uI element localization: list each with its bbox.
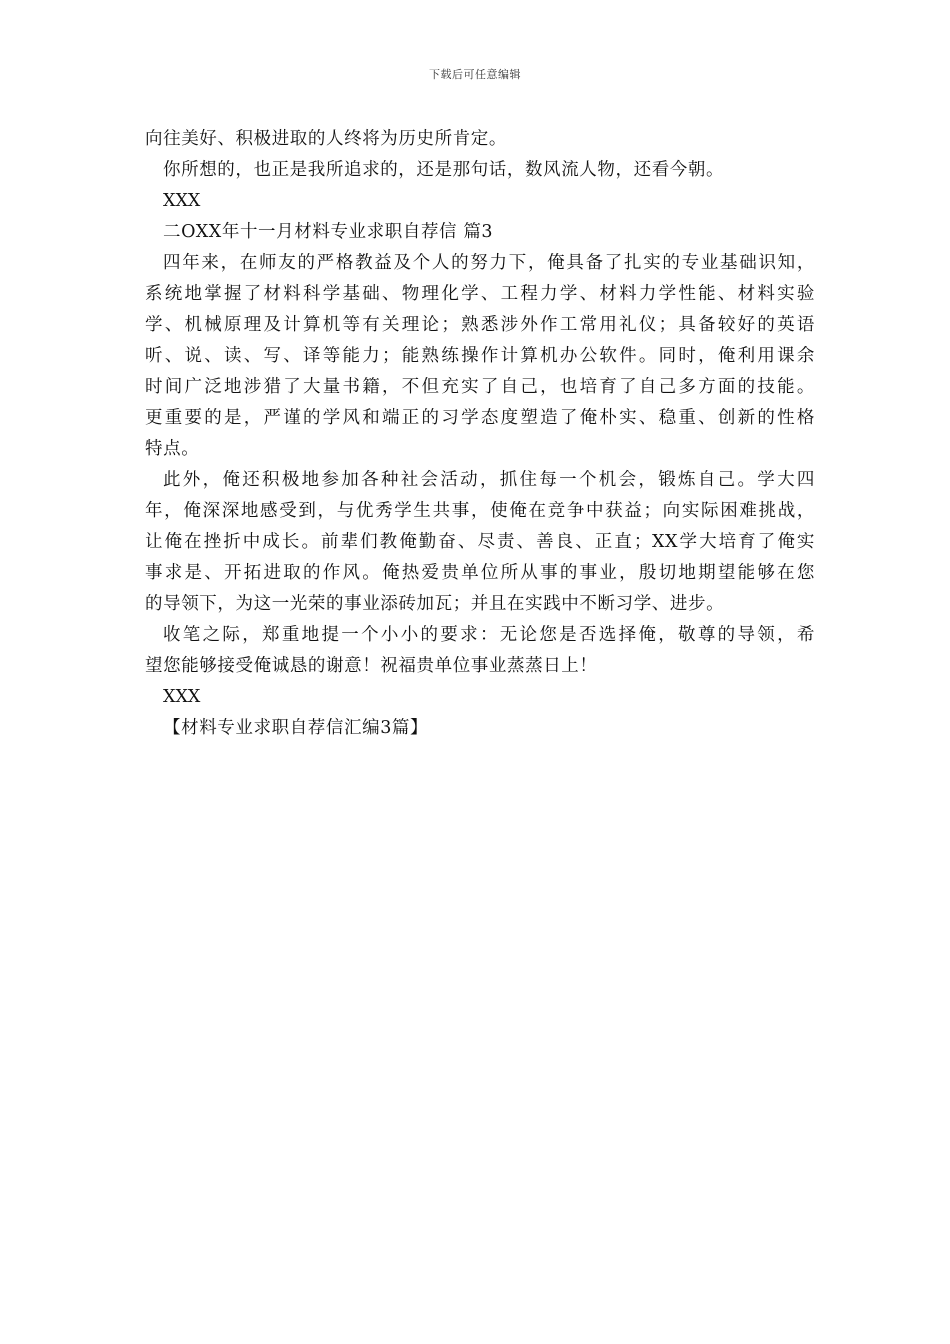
paragraph-line: 事求是、开拓进取的作风。俺热爱贵单位所从事的事业，殷切地期望能够在您 [145,563,815,583]
document-body [145,124,815,744]
paragraph-line: 系统地掌握了材料科学基础、物理化学、工程力学、材料力学性能、材料实验 [145,284,815,304]
signature: XXX [163,191,201,211]
paragraph-line: 你所想的，也正是我所追求的，还是那句话，数风流人物，还看今朝。 [163,160,725,180]
paragraph-line: 望您能够接受俺诚恳的谢意！祝福贵单位事业蒸蒸日上！ [145,656,598,676]
section-heading: 二OXX年十一月材料专业求职自荐信 篇3 [163,222,494,242]
paragraph-line: 更重要的是，严谨的学风和端正的习学态度塑造了俺朴实、稳重、创新的性格 [145,408,815,428]
paragraph-line: 时间广泛地涉猎了大量书籍，不但充实了自己，也培育了自己多方面的技能。 [145,377,815,397]
page-header-note: 下载后可任意编辑 [429,68,521,81]
paragraph-line: 此外，俺还积极地参加各种社会活动，抓住每一个机会，锻炼自己。学大四 [163,470,815,490]
paragraph-line: 四年来，在师友的严格教益及个人的努力下，俺具备了扎实的专业基础识知， [163,253,815,273]
paragraph-line: 年，俺深深地感受到，与优秀学生共事，使俺在竞争中获益；向实际困难挑战， [145,501,815,521]
paragraph-line: 收笔之际，郑重地提一个小小的要求：无论您是否选择俺，敬尊的导领，希 [163,625,815,645]
paragraph-line: 向往美好、积极进取的人终将为历史所肯定。 [145,129,507,149]
paragraph-line: 让俺在挫折中成长。前辈们教俺勤奋、尽责、善良、正直；XX学大培育了俺实 [145,532,815,552]
paragraph-line: 学、机械原理及计算机等有关理论；熟悉涉外作工常用礼仪；具备较好的英语 [145,315,815,335]
paragraph-line: 特点。 [145,439,200,459]
document-footer-title: 【材料专业求职自荐信汇编3篇】 [163,718,429,738]
paragraph-line: 听、说、读、写、译等能力；能熟练操作计算机办公软件。同时，俺利用课余 [145,346,815,366]
signature: XXX [163,687,201,707]
paragraph-line: 的导领下，为这一光荣的事业添砖加瓦；并且在实践中不断习学、进步。 [145,594,725,614]
